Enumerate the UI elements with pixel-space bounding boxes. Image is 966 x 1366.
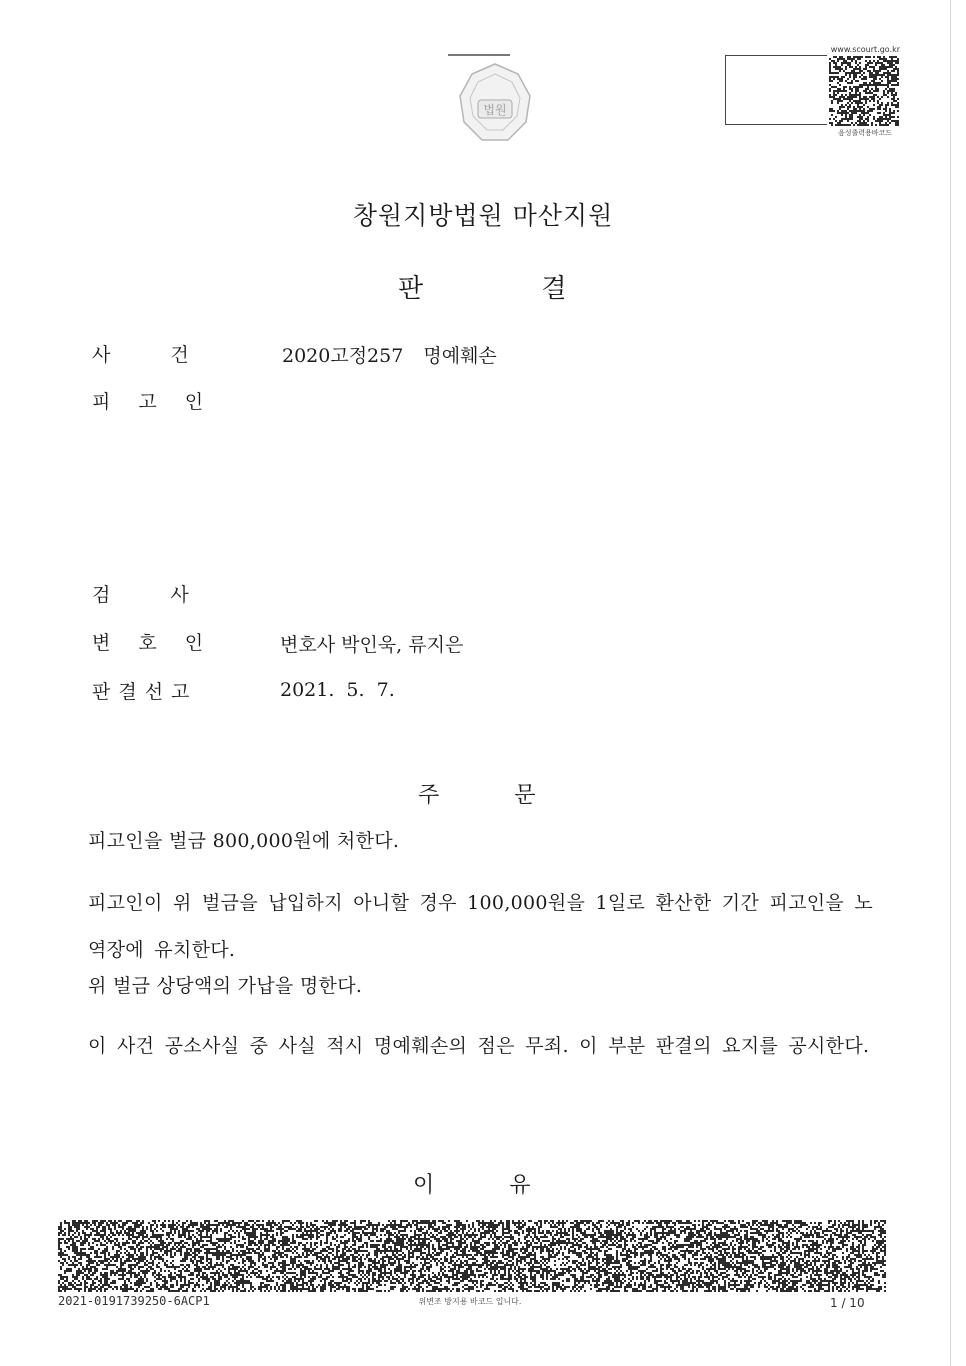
court-seal bbox=[440, 50, 550, 160]
order-heading: 주 문 bbox=[418, 783, 536, 808]
barcode-frame bbox=[725, 55, 827, 125]
court-name: 창원지방법원 마산지원 bbox=[352, 201, 614, 230]
order-paragraph: 이 사건 공소사실 중 사실 적시 명예훼손의 점은 무죄. 이 부분 판결의 요지를 공시한다. bbox=[88, 1035, 870, 1057]
document-title: 판 결 bbox=[398, 274, 567, 304]
page-number: 1 / 10 bbox=[830, 1296, 865, 1310]
value-sentencing-date: 2021. 5. 7. bbox=[280, 679, 395, 701]
label-counsel: 변 호 인 bbox=[92, 632, 204, 654]
label-case: 사 건 bbox=[92, 344, 189, 366]
anti-forgery-barcode bbox=[58, 1220, 886, 1292]
value-case: 2020고정257 명예훼손 bbox=[282, 345, 497, 367]
reason-heading: 이 유 bbox=[413, 1173, 531, 1198]
value-counsel: 변호사 박인욱, 류지은 bbox=[280, 634, 464, 656]
barcode-pattern bbox=[58, 1220, 886, 1292]
barcode-url: www.scourt.go.kr bbox=[830, 45, 900, 54]
label-defendant: 피 고 인 bbox=[92, 391, 204, 413]
document-id: 2021-0191739250-6ACP1 bbox=[58, 1294, 210, 1308]
label-sentencing-date: 판결선고 bbox=[92, 681, 198, 703]
barcode-pattern bbox=[829, 56, 899, 126]
court-seal-icon bbox=[440, 50, 550, 160]
barcode-note: 위변조 방지용 바코드 입니다. bbox=[418, 1297, 522, 1306]
order-paragraph: 피고인이 위 벌금을 납입하지 아니할 경우 100,000원을 1일로 환산한 기간 피고인을 노역장에 유치한다. bbox=[88, 892, 874, 961]
seal-text: 법원 bbox=[483, 103, 507, 117]
barcode-caption: 음성출력용바코드 bbox=[837, 129, 893, 137]
order-paragraph: 위 벌금 상당액의 가납을 명한다. bbox=[88, 975, 363, 997]
label-prosecutor: 검 사 bbox=[92, 584, 189, 606]
voice-barcode bbox=[829, 56, 899, 126]
order-paragraph: 피고인을 벌금 800,000원에 처한다. bbox=[88, 830, 400, 852]
